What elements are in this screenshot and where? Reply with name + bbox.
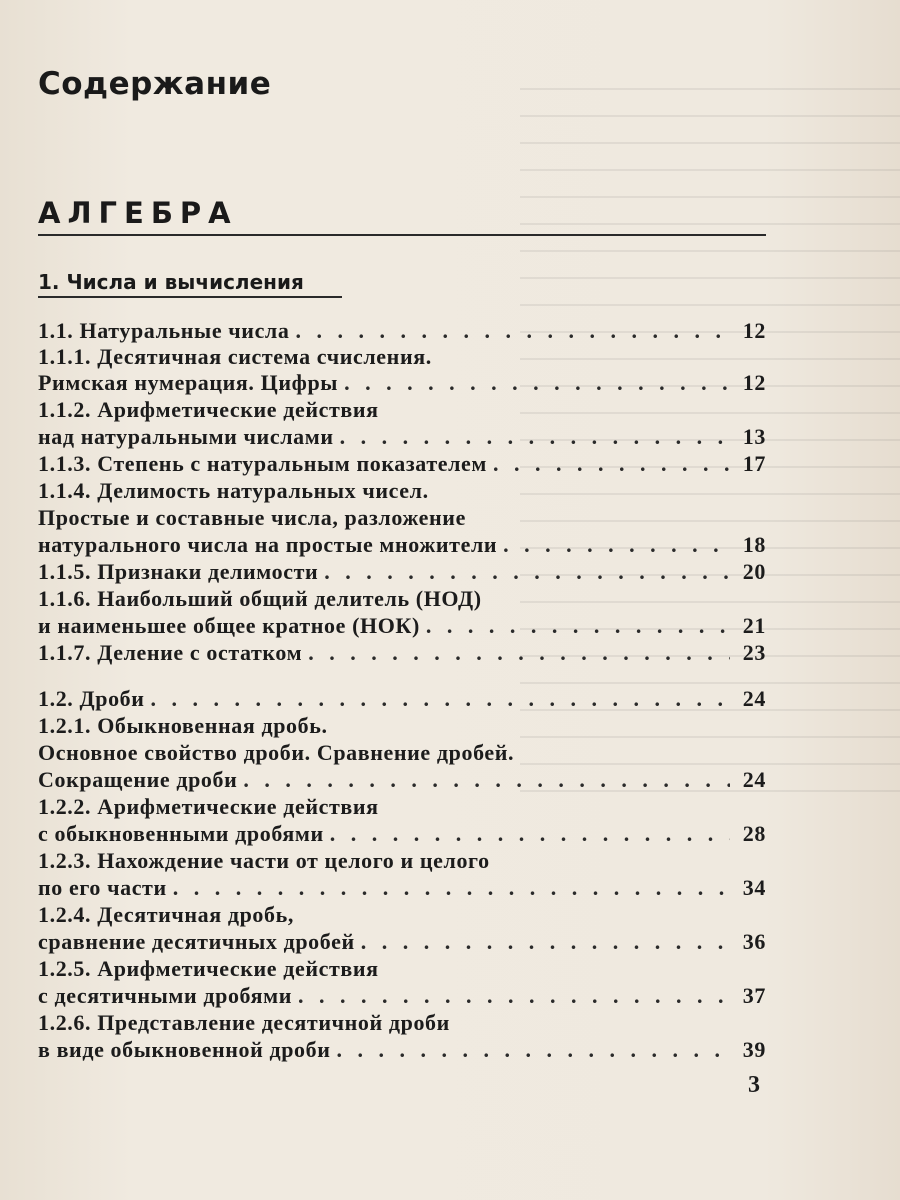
toc-entry[interactable]: и наименьшее общее кратное (НОК) . . . 21 <box>38 611 766 641</box>
toc-entry[interactable]: сравнение десятичных дробей . . . 36 <box>38 927 766 957</box>
chapter-title: 1. Числа и вычисления <box>38 270 304 294</box>
toc-entry[interactable]: 1.1.7. Деление с остатком . . . 23 <box>38 638 766 668</box>
toc-entry[interactable]: в виде обыкновенной дроби . . . 39 <box>38 1035 766 1065</box>
part-title: АЛГЕБРА <box>38 196 238 230</box>
toc-entry: 1.1.4. Делимость натуральных чисел. <box>38 478 429 503</box>
toc-entry: 1.1.2. Арифметические действия <box>38 397 379 422</box>
toc-entry: 1.2.1. Обыкновенная дробь. <box>38 713 328 738</box>
contents-heading: Содержание <box>38 66 272 102</box>
toc-entry: 1.2.4. Десятичная дробь, <box>38 902 294 927</box>
toc-entry[interactable]: по его части . . . 34 <box>38 873 766 903</box>
chapter-underline <box>38 296 342 298</box>
toc-entry: 1.2.6. Представление десятичной дроби <box>38 1010 450 1035</box>
toc-entry: 1.2.2. Арифметические действия <box>38 794 379 819</box>
toc-entry[interactable]: Сокращение дроби . . . 24 <box>38 765 766 795</box>
toc-entry[interactable]: натурального числа на простые множители . . . 18 <box>38 530 766 560</box>
page-number: 3 <box>748 1072 760 1098</box>
toc-entry[interactable]: с обыкновенными дробями . . . 28 <box>38 819 766 849</box>
toc-entry[interactable]: с десятичными дробями . . . 37 <box>38 981 766 1011</box>
toc-entry: 1.2.5. Арифметические действия <box>38 956 379 981</box>
toc-entry[interactable]: Римская нумерация. Цифры . . . 12 <box>38 368 766 398</box>
toc-entry[interactable]: над натуральными числами . . . 13 <box>38 422 766 452</box>
toc-entry: 1.2.3. Нахождение части от целого и целого <box>38 848 490 873</box>
toc-entry[interactable]: 1.1.5. Признаки делимости . . . 20 <box>38 557 766 587</box>
toc-entry: Простые и составные числа, разложение <box>38 505 466 530</box>
part-underline <box>38 234 766 236</box>
toc-entry[interactable]: 1.2. Дроби . . . 24 <box>38 684 766 714</box>
toc-entry: 1.1.6. Наибольший общий делитель (НОД) <box>38 586 482 611</box>
toc-entry[interactable]: 1.1. Натуральные числа . . . 12 <box>38 316 766 346</box>
toc-entry: Основное свойство дроби. Сравнение дробей. <box>38 740 515 765</box>
toc-entry: 1.1.1. Десятичная система счисления. <box>38 344 432 369</box>
toc-entry[interactable]: 1.1.3. Степень с натуральным показателем . . . 17 <box>38 449 766 479</box>
